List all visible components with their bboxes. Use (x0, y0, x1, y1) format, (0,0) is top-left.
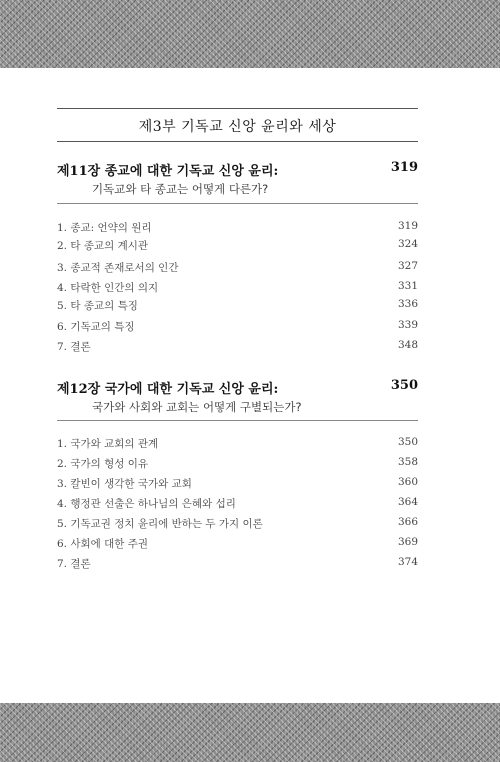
toc-entry[interactable] (57, 220, 418, 236)
chapter-12-title: 제12장 국가에 대한 기독교 신앙 윤리: (57, 382, 279, 397)
bottom-texture-band (0, 703, 500, 762)
toc-entry[interactable] (57, 260, 418, 276)
toc-entry-label: 3. 종교적 존재로서의 인간 (57, 262, 179, 274)
toc-entry-page: 364 (397, 496, 418, 508)
toc-entry[interactable] (57, 436, 418, 452)
toc-entry-page: 331 (397, 280, 418, 292)
chapter-12-subtitle: 국가와 사회와 교회는 어떻게 구별되는가? (92, 400, 302, 414)
toc-entry-page: 339 (397, 319, 418, 331)
toc-entry-page: 336 (397, 298, 418, 310)
toc-entry[interactable] (57, 556, 418, 572)
chapter-12-rule (57, 420, 418, 421)
toc-entry-label: 7. 결론 (57, 341, 91, 353)
toc-entry-page: 348 (397, 339, 418, 351)
chapter-11-rule (57, 203, 418, 204)
toc-entry-page: 369 (397, 536, 418, 548)
toc-entry-label: 5. 타 종교의 특징 (57, 300, 138, 312)
part-bottom-rule (57, 141, 418, 142)
toc-entry-label: 1. 종교: 언약의 원리 (57, 222, 152, 234)
toc-entry-label: 7. 결론 (57, 558, 91, 570)
toc-entry[interactable] (57, 476, 418, 492)
toc-entry-label: 2. 타 종교의 계시관 (57, 240, 149, 252)
toc-entry[interactable] (57, 536, 418, 552)
toc-entry-page: 360 (397, 476, 418, 488)
chapter-11-subtitle: 기독교와 타 종교는 어떻게 다른가? (92, 182, 269, 196)
toc-entry[interactable] (57, 238, 418, 254)
toc-entry-label: 1. 국가와 교회의 관계 (57, 438, 159, 450)
toc-entry-page: 366 (397, 516, 418, 528)
toc-entry[interactable] (57, 298, 418, 314)
toc-entry-label: 2. 국가의 형성 이유 (57, 458, 149, 470)
toc-entry[interactable] (57, 280, 418, 296)
toc-entry[interactable] (57, 516, 418, 532)
toc-entry-label: 3. 칼빈이 생각한 국가와 교회 (57, 478, 192, 490)
toc-entry-label: 5. 기독교권 정치 윤리에 반하는 두 가지 이론 (57, 518, 263, 530)
toc-entry[interactable] (57, 339, 418, 355)
toc-entry-label: 4. 타락한 인간의 의지 (57, 282, 159, 294)
part-title: 제3부 기독교 신앙 윤리와 세상 (138, 119, 337, 135)
toc-entry-label: 6. 사회에 대한 주권 (57, 538, 149, 550)
toc-entry-page: 358 (397, 456, 418, 468)
top-texture-band (0, 0, 500, 68)
toc-entry[interactable] (57, 456, 418, 472)
toc-entry-page: 374 (397, 556, 418, 568)
toc-entry[interactable] (57, 319, 418, 335)
part-top-rule (57, 108, 418, 109)
chapter-11-page: 319 (390, 160, 418, 175)
toc-entry-page: 327 (397, 260, 418, 272)
toc-entry[interactable] (57, 496, 418, 512)
toc-entry-page: 350 (397, 436, 418, 448)
toc-entry-page: 324 (397, 238, 418, 250)
chapter-12-page: 350 (390, 378, 418, 393)
toc-entry-label: 6. 기독교의 특징 (57, 321, 135, 333)
toc-entry-page: 319 (397, 220, 418, 232)
chapter-11-title: 제11장 종교에 대한 기독교 신앙 윤리: (57, 164, 279, 179)
toc-entry-label: 4. 행정관 선출은 하나님의 은혜와 섭리 (57, 498, 236, 510)
